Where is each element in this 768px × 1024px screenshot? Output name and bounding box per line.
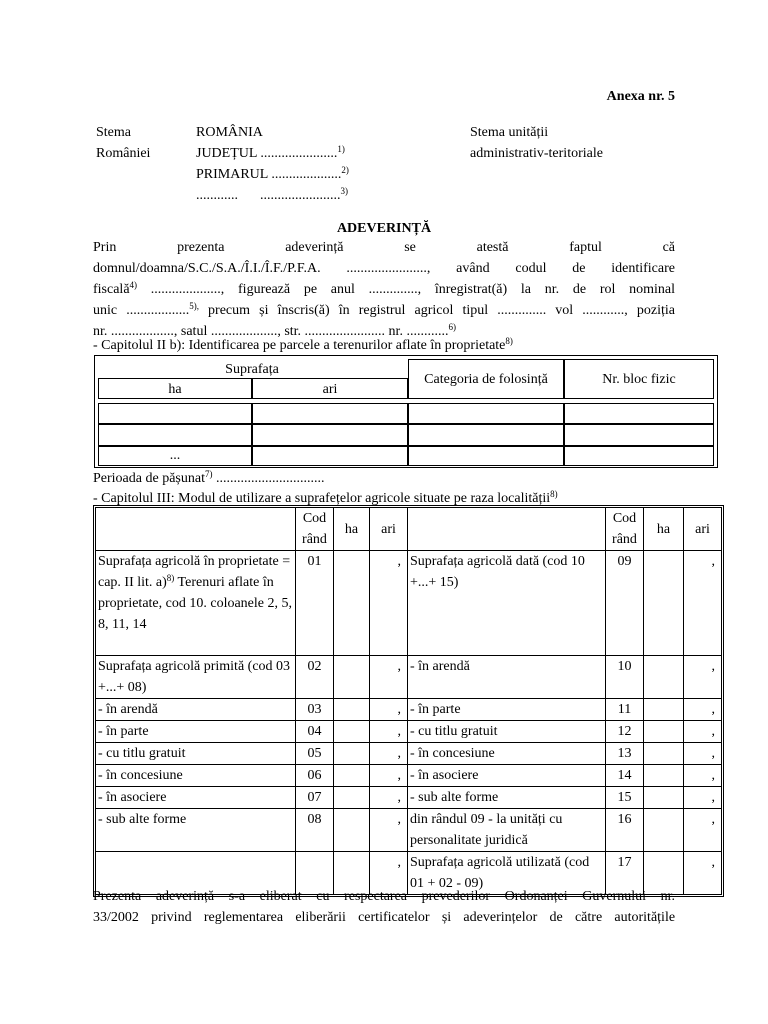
body-line: unic ..................$^{5),}$ precum și înscris(ă) în registrul agricol tipul .............. vol ............, poziția	[93, 301, 675, 318]
header-coat-of-arms-romania	[96, 122, 191, 164]
table-row	[96, 721, 722, 743]
ari-value: ,	[370, 721, 408, 743]
ari-value: ,	[370, 656, 408, 699]
row-code-header: Cod rând	[606, 508, 644, 551]
ari-value: ,	[370, 699, 408, 721]
empty-cell	[98, 403, 252, 424]
empty-cell	[408, 424, 564, 446]
certificate-body	[93, 237, 675, 342]
ha-value	[644, 743, 684, 765]
ha-value	[334, 787, 370, 809]
table-row	[96, 787, 722, 809]
table-header-row	[96, 508, 722, 551]
locality-line	[196, 185, 416, 206]
row-code: 05	[296, 743, 334, 765]
ari-value: ,	[370, 765, 408, 787]
row-label: Suprafața agricolă primită (cod 03 +...+ 08)	[96, 656, 296, 699]
legal-footer	[93, 886, 675, 928]
empty-cell	[252, 424, 408, 446]
ari-value: ,	[684, 699, 722, 721]
row-code: 17	[606, 852, 644, 895]
ari-value: ,	[370, 809, 408, 852]
footnote-ref: 8)	[505, 336, 513, 346]
table-row	[96, 656, 722, 699]
row-label: - în asociere	[96, 787, 296, 809]
ari-header: ari	[370, 508, 408, 551]
empty-cell	[408, 403, 564, 424]
table-row	[96, 765, 722, 787]
row-label: - în arendă	[408, 656, 606, 699]
row-code: 16	[606, 809, 644, 852]
table-row	[96, 743, 722, 765]
locality-dots: ............	[196, 188, 238, 203]
empty-cell	[96, 508, 296, 551]
empty-cell	[564, 424, 714, 446]
row-code: 10	[606, 656, 644, 699]
row-label: - în asociere	[408, 765, 606, 787]
row-label: - în parte	[96, 721, 296, 743]
grazing-period: Perioada de pășunat$^{7)}$ ...............................	[93, 469, 325, 486]
row-code: 06	[296, 765, 334, 787]
empty-cell	[98, 424, 252, 446]
row-code-header: Cod rând	[296, 508, 334, 551]
row-code: 15	[606, 787, 644, 809]
empty-cell	[252, 403, 408, 424]
document-header	[93, 122, 675, 202]
ha-value	[644, 656, 684, 699]
header-text: Stema unității	[470, 125, 549, 140]
ha-value	[334, 743, 370, 765]
ha-header: ha	[334, 508, 370, 551]
row-code: 09	[606, 551, 644, 656]
surface-header: Suprafața	[225, 362, 279, 377]
ari-value: ,	[370, 852, 408, 895]
footnote-ref: 8)	[166, 573, 175, 583]
row-code: 04	[296, 721, 334, 743]
ha-value	[334, 765, 370, 787]
ari-value: ,	[370, 743, 408, 765]
ha-value	[644, 787, 684, 809]
ellipsis-cell: ...	[98, 446, 252, 466]
land-use-category-header: Categoria de folosință	[408, 359, 564, 399]
table-row	[96, 809, 722, 852]
header-text: Stema	[96, 125, 131, 140]
row-label: din rândul 09 - la unități cu personalitate juridică	[408, 809, 606, 852]
row-code: 01	[296, 551, 334, 656]
header-authority	[196, 122, 416, 206]
physical-block-header: Nr. bloc fizic	[564, 359, 714, 399]
footer-line: 33/2002 privind reglementarea eliberării certificatelor și adeverințelor de către autoritățile	[93, 910, 676, 925]
header-text: administrativ-teritoriale	[470, 146, 603, 161]
row-code: 03	[296, 699, 334, 721]
empty-cell	[408, 508, 606, 551]
ari-value: ,	[684, 743, 722, 765]
body-line: domnul/doamna/S.C./S.A./Î.I./Î.F./P.F.A. ......................., având codul de identificare	[93, 261, 675, 276]
ha-value	[334, 721, 370, 743]
row-label: Suprafața agricolă în proprietate = cap. II lit. a)$^{8)}$ Terenuri aflate în proprietate, cod 10. coloanele 2, 5, 8, 11, 14	[96, 551, 296, 656]
county-text: JUDEȚUL ......................	[196, 146, 338, 161]
footnote-ref: 2)	[341, 165, 349, 175]
empty-cell	[408, 446, 564, 466]
agricultural-use-table	[95, 507, 722, 895]
annex-number: Anexa nr. 5	[606, 89, 675, 104]
footnote-ref: 6)	[448, 322, 456, 332]
ari-value: ,	[684, 656, 722, 699]
ha-value	[644, 809, 684, 852]
row-label: Suprafața agricolă dată (cod 10 +...+ 15)	[408, 551, 606, 656]
ari-value: ,	[684, 787, 722, 809]
row-code: 13	[606, 743, 644, 765]
ari-value: ,	[370, 551, 408, 656]
empty-cell	[564, 403, 714, 424]
ari-header: ari	[252, 378, 408, 399]
body-line: fiscală$^{4)}$ ...................., figurează pe anul .............., înregistrat(ă) la nr. de rol nominal	[93, 280, 675, 297]
ari-header: ari	[684, 508, 722, 551]
row-code: 07	[296, 787, 334, 809]
table-row	[96, 551, 722, 656]
mayor-line	[196, 164, 416, 185]
footnote-ref: 8)	[550, 489, 558, 499]
footnote-ref: 4)	[129, 280, 138, 290]
ha-value	[644, 765, 684, 787]
ha-header: ha	[644, 508, 684, 551]
document-title: ADEVERINȚĂ	[336, 221, 432, 236]
locality-dots: .......................	[260, 188, 341, 203]
empty-cell	[252, 446, 408, 466]
row-label: - în arendă	[96, 699, 296, 721]
row-code: 14	[606, 765, 644, 787]
empty-cell	[564, 446, 714, 466]
row-label: - în parte	[408, 699, 606, 721]
ha-header: ha	[98, 378, 252, 399]
country-name: ROMÂNIA	[196, 125, 263, 140]
body-line: nr. .................., satul ..................., str. ....................... nr. ............$^{6)}$	[93, 322, 456, 339]
ha-value	[334, 656, 370, 699]
row-code: 02	[296, 656, 334, 699]
ari-value: ,	[684, 721, 722, 743]
row-label: - sub alte forme	[96, 809, 296, 852]
mayor-text: PRIMARUL ....................	[196, 167, 342, 182]
ha-value	[334, 551, 370, 656]
parcels-table	[94, 355, 718, 468]
ha-value	[334, 809, 370, 852]
chapter-2b-heading: - Capitolul II b): Identificarea pe parcele a terenurilor aflate în proprietate$^{8)}$	[93, 336, 513, 353]
ari-value: ,	[684, 809, 722, 852]
footnote-ref: 3)	[340, 186, 348, 196]
row-label: - în concesiune	[96, 765, 296, 787]
row-label: Suprafața agricolă utilizată (cod 01 + 02 - 09)	[408, 852, 606, 895]
row-label: - în concesiune	[408, 743, 606, 765]
row-code: 11	[606, 699, 644, 721]
ha-value	[644, 699, 684, 721]
header-coat-of-arms-unit	[470, 122, 675, 164]
ha-value	[334, 699, 370, 721]
row-code: 08	[296, 809, 334, 852]
county-line	[196, 143, 416, 164]
footnote-ref: 1)	[337, 144, 345, 154]
row-label: - cu titlu gratuit	[408, 721, 606, 743]
footer-line: Prezenta adeverință s-a eliberat cu respectarea prevederilor Ordonanței Guvernului nr.	[93, 889, 676, 904]
ha-value	[644, 551, 684, 656]
row-code: 12	[606, 721, 644, 743]
body-line: Prin prezenta adeverință se atestă faptul că	[93, 240, 676, 255]
ari-value: ,	[370, 787, 408, 809]
footnote-ref: 5),	[189, 301, 199, 311]
chapter-3-heading: - Capitolul III: Modul de utilizare a suprafețelor agricole situate pe raza localității$^{8)}$	[93, 489, 558, 506]
footnote-ref: 7)	[204, 469, 213, 479]
header-text: României	[96, 146, 151, 161]
ari-value: ,	[684, 765, 722, 787]
row-label: - cu titlu gratuit	[96, 743, 296, 765]
ari-value: ,	[684, 551, 722, 656]
ari-value: ,	[684, 852, 722, 895]
ha-value	[644, 721, 684, 743]
table-row	[96, 699, 722, 721]
row-label: - sub alte forme	[408, 787, 606, 809]
